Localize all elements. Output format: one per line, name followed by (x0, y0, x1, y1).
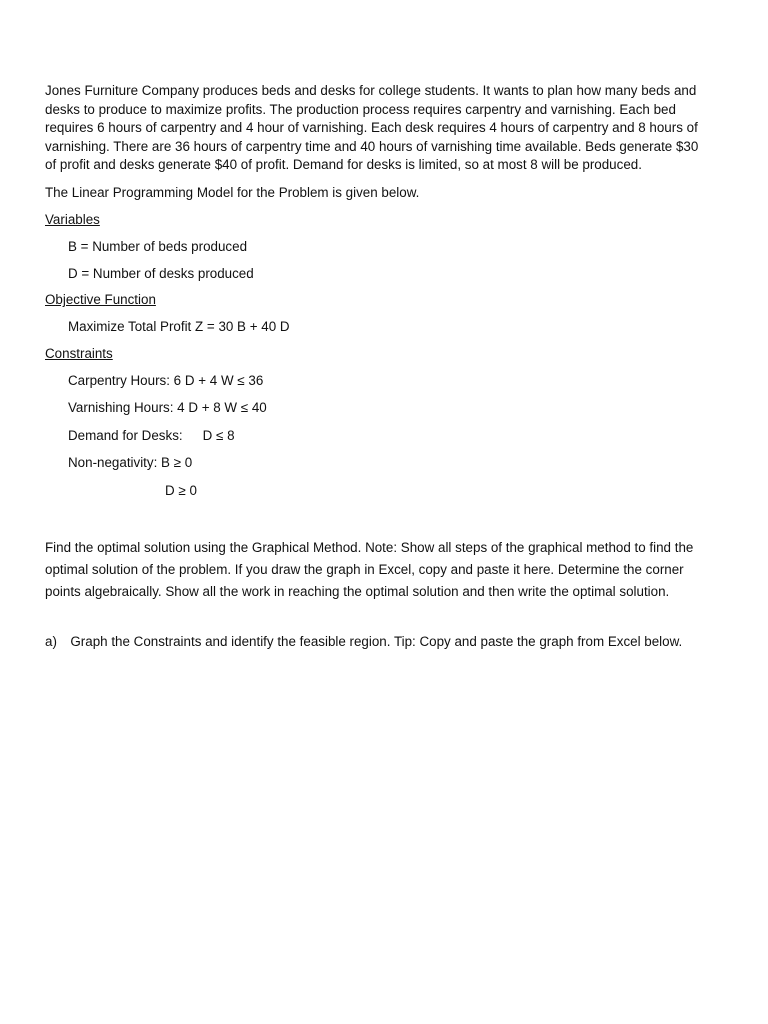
objective-function: Maximize Total Profit Z = 30 B + 40 D (68, 319, 290, 334)
question-a-text: Graph the Constraints and identify the feasible region. Tip: Copy and paste the graph from Excel below. (70, 634, 683, 649)
intro-line: of profit and desks generate $40 of profit. Demand for desks is limited, so at most 8 will be produced. (45, 157, 642, 173)
instructions-line: Find the optimal solution using the Graphical Method. Note: Show all steps of the graphical method to find the (45, 540, 694, 555)
demand-expression: D ≤ 8 (202, 428, 235, 443)
variables-heading: Variables (45, 212, 100, 227)
variable-b: B = Number of beds produced (68, 239, 248, 254)
instructions (45, 537, 735, 604)
instructions-line: optimal solution of the problem. If you draw the graph in Excel, copy and paste it here. Determine the corner (45, 562, 684, 578)
intro-line: varnishing. There are 36 hours of carpentry time and 40 hours of varnishing time available. Beds generate $30 (45, 138, 699, 154)
model-intro: The Linear Programming Model for the Problem is given below. (45, 185, 420, 200)
variable-d: D = Number of desks produced (68, 266, 254, 281)
carpentry-constraint: Carpentry Hours: 6 D + 4 W ≤ 36 (68, 373, 264, 388)
objective-heading: Objective Function (45, 292, 156, 307)
question-a-label: a) (45, 634, 57, 649)
nonnegativity-b: Non-negativity: B ≥ 0 (68, 455, 193, 470)
demand-label: Demand for Desks: (68, 428, 183, 443)
intro-line: Jones Furniture Company produces beds and desks for college students. It wants to plan how many beds and (45, 83, 697, 98)
demand-constraint (68, 427, 235, 445)
problem-statement (45, 82, 735, 175)
intro-line: requires 6 hours of carpentry and 4 hour of varnishing. Each desk requires 4 hours of carpentry and 8 hours of (45, 120, 698, 136)
instructions-line: points algebraically. Show all the work in reaching the optimal solution and then write the optimal solution. (45, 584, 670, 600)
intro-line: desks to produce to maximize profits. The production process requires carpentry and varnishing. Each bed (45, 101, 676, 117)
nonnegativity-d: D ≥ 0 (165, 483, 197, 498)
constraints-heading: Constraints (45, 346, 113, 361)
question-a (45, 633, 682, 651)
varnishing-constraint: Varnishing Hours: 4 D + 8 W ≤ 40 (68, 400, 267, 415)
